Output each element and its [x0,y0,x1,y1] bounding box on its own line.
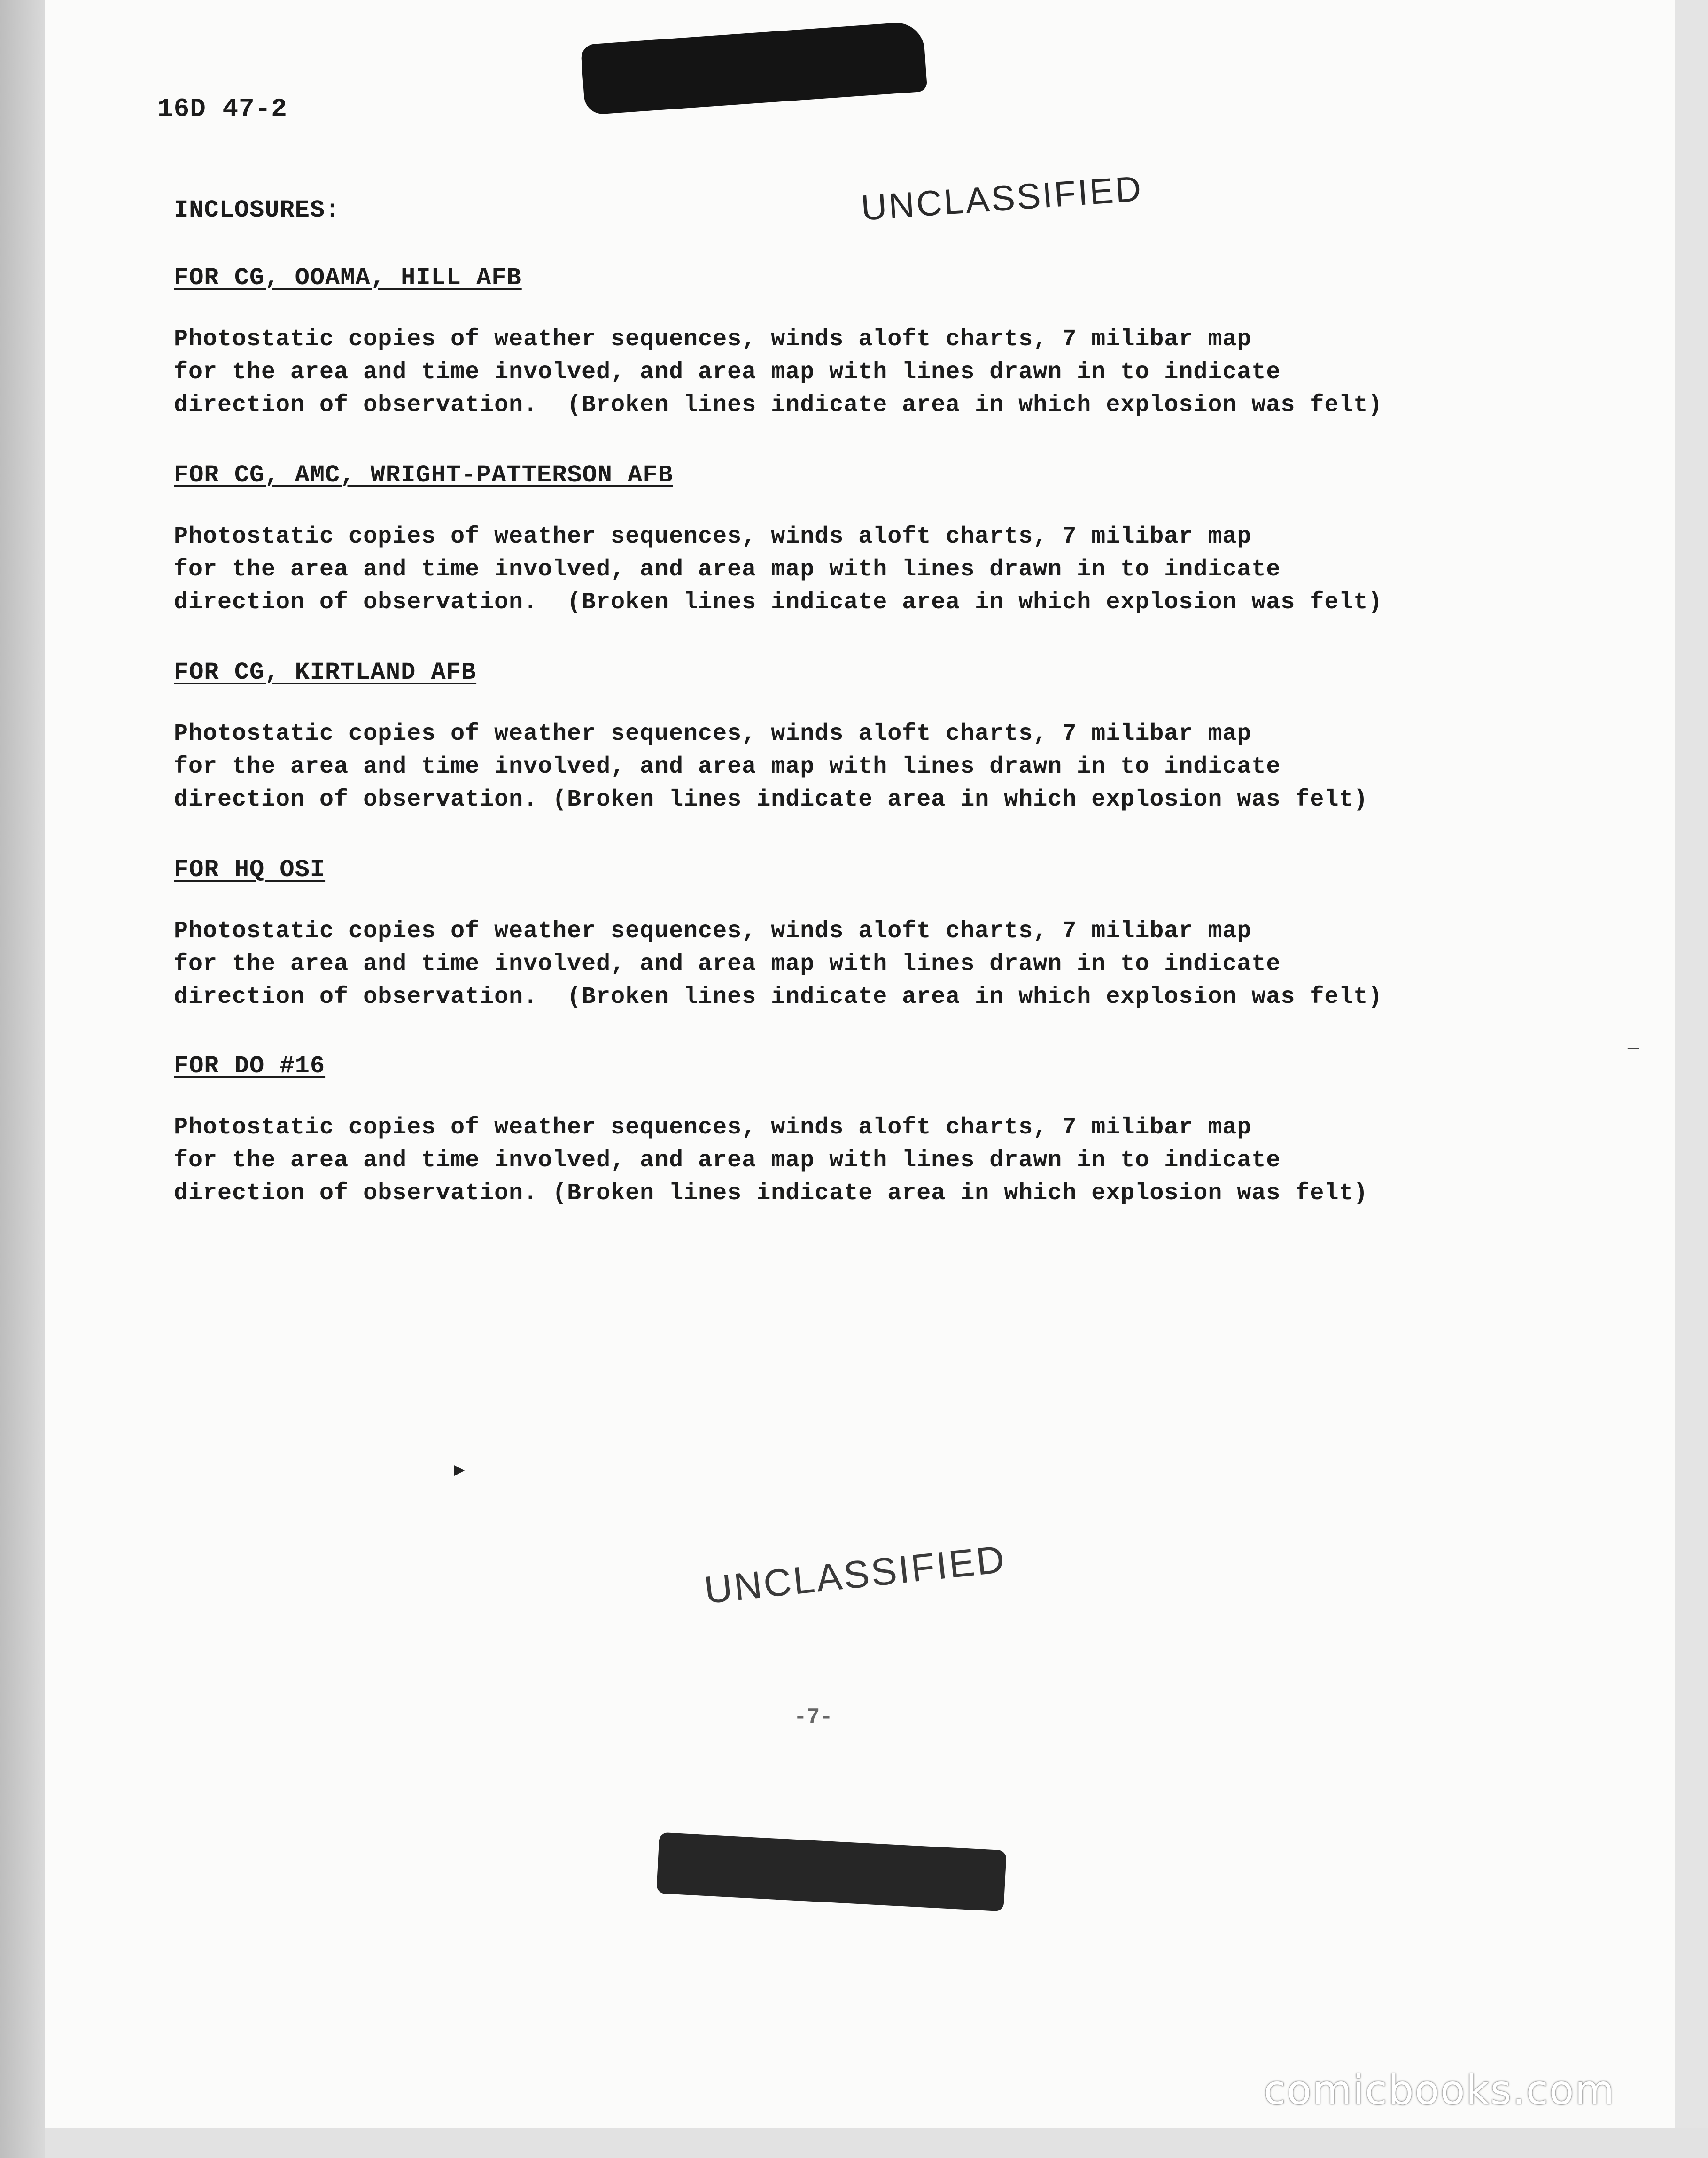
section-line: direction of observation. (Broken lines indicate area in which explosion was felt) [174,589,1383,616]
document-reference: 16D 47-2 [157,94,287,124]
section-line: Photostatic copies of weather sequences, winds aloft charts, 7 milibar map [174,326,1252,353]
section-line: for the area and time involved, and area map with lines drawn in to indicate [174,556,1281,583]
section-line: for the area and time involved, and area map with lines drawn in to indicate [174,1147,1281,1174]
section-heading-wright-patterson-afb: FOR CG, AMC, WRIGHT-PATTERSON AFB [174,461,673,489]
scan-left-shadow [0,0,52,2158]
section-heading-kirtland-afb: FOR CG, KIRTLAND AFB [174,659,477,686]
section-line: for the area and time involved, and area map with lines drawn in to indicate [174,359,1281,386]
scan-right-edge [1675,0,1708,2128]
section-heading-do-16: FOR DO #16 [174,1052,326,1080]
site-watermark: comicbooks.com [1264,2067,1615,2114]
stray-arrow-mark: ► [453,1461,465,1482]
section-line: Photostatic copies of weather sequences, winds aloft charts, 7 milibar map [174,918,1252,945]
page-number: -7- [794,1705,833,1730]
inclosures-label: INCLOSURES: [174,196,341,224]
section-line: for the area and time involved, and area map with lines drawn in to indicate [174,951,1281,978]
section-line: direction of observation. (Broken lines indicate area in which explosion was felt) [174,786,1368,813]
unclassified-stamp-bottom: UNCLASSIFIED [702,1537,1008,1612]
section-line: direction of observation. (Broken lines indicate area in which explosion was felt) [174,1180,1368,1207]
scan-bottom-strip [45,2128,1708,2158]
section-line: Photostatic copies of weather sequences, winds aloft charts, 7 milibar map [174,523,1252,550]
section-line: direction of observation. (Broken lines indicate area in which explosion was felt) [174,984,1383,1010]
section-line: Photostatic copies of weather sequences, winds aloft charts, 7 milibar map [174,1114,1252,1141]
section-line: for the area and time involved, and area map with lines drawn in to indicate [174,753,1281,780]
section-line: Photostatic copies of weather sequences, winds aloft charts, 7 milibar map [174,721,1252,747]
section-line: direction of observation. (Broken lines indicate area in which explosion was felt) [174,392,1383,419]
stray-dash-mark: — [1628,1038,1639,1059]
unclassified-stamp-top: UNCLASSIFIED [860,169,1144,228]
section-heading-hill-afb: FOR CG, OOAMA, HILL AFB [174,264,522,292]
section-heading-hq-osi: FOR HQ OSI [174,856,326,884]
